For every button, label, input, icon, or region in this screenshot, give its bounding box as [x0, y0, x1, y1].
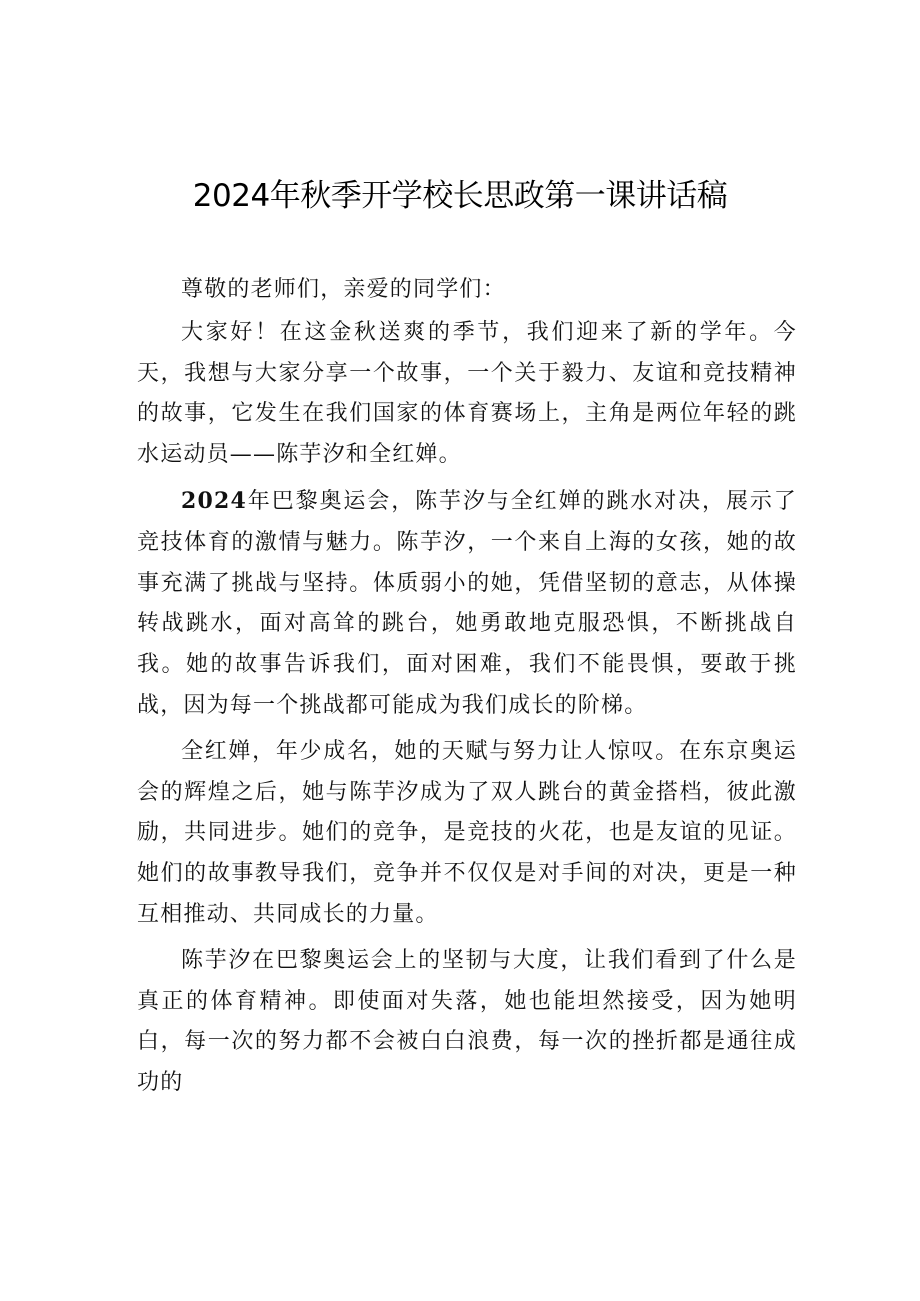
document-body [137, 270, 797, 1104]
paragraph-text: 全红婵，年少成名，她的天赋与努力让人惊叹。在东京奥运会的辉煌之后，她与陈芋汐成为了双人跳台的黄金搭档，彼此激励，共同进步。她们的竞争，是竞技的火花，也是友谊的见证。她们的故事教导我们，竞争并不仅仅是对手间的对决，更是一种互相推动、共同成长的力量。 [137, 738, 797, 927]
paragraph-3 [137, 732, 797, 936]
paragraph-2 [137, 481, 797, 727]
salutation: 尊敬的老师们，亲爱的同学们： [181, 277, 506, 302]
paragraph-text: 陈芋汐在巴黎奥运会上的坚韧与大度，让我们看到了什么是真正的体育精神。即使面对失落，她也能坦然接受，因为她明白，每一次的努力都不会被白白浪费，每一次的挫折都是通往成功的 [137, 947, 797, 1096]
paragraph-text: 年巴黎奥运会，陈芋汐与全红婵的跳水对决，展示了竞技体育的激情与魅力。陈芋汐，一个来自上海的女孩，她的故事充满了挑战与坚持。体质弱小的她，凭借坚韧的意志，从体操转战跳水，面对高耸的跳台，她勇敢地克服恐惧，不断挑战自我。她的故事告诉我们，面对困难，我们不能畏惧，要敢于挑战，因为每一个挑战都可能成为我们成长的阶梯。 [137, 488, 797, 718]
document-title: 2024年秋季开学校长思政第一课讲话稿 [192, 178, 728, 214]
paragraph-1 [137, 313, 797, 476]
paragraph-4 [137, 941, 797, 1104]
paragraph-text: 大家好！在这金秋送爽的季节，我们迎来了新的学年。今天，我想与大家分享一个故事，一个关于毅力、友谊和竞技精神的故事，它发生在我们国家的体育赛场上，主角是两位年轻的跳水运动员——陈芋汐和全红婵。 [137, 319, 797, 468]
paragraph-lead: 2024 [181, 487, 248, 514]
